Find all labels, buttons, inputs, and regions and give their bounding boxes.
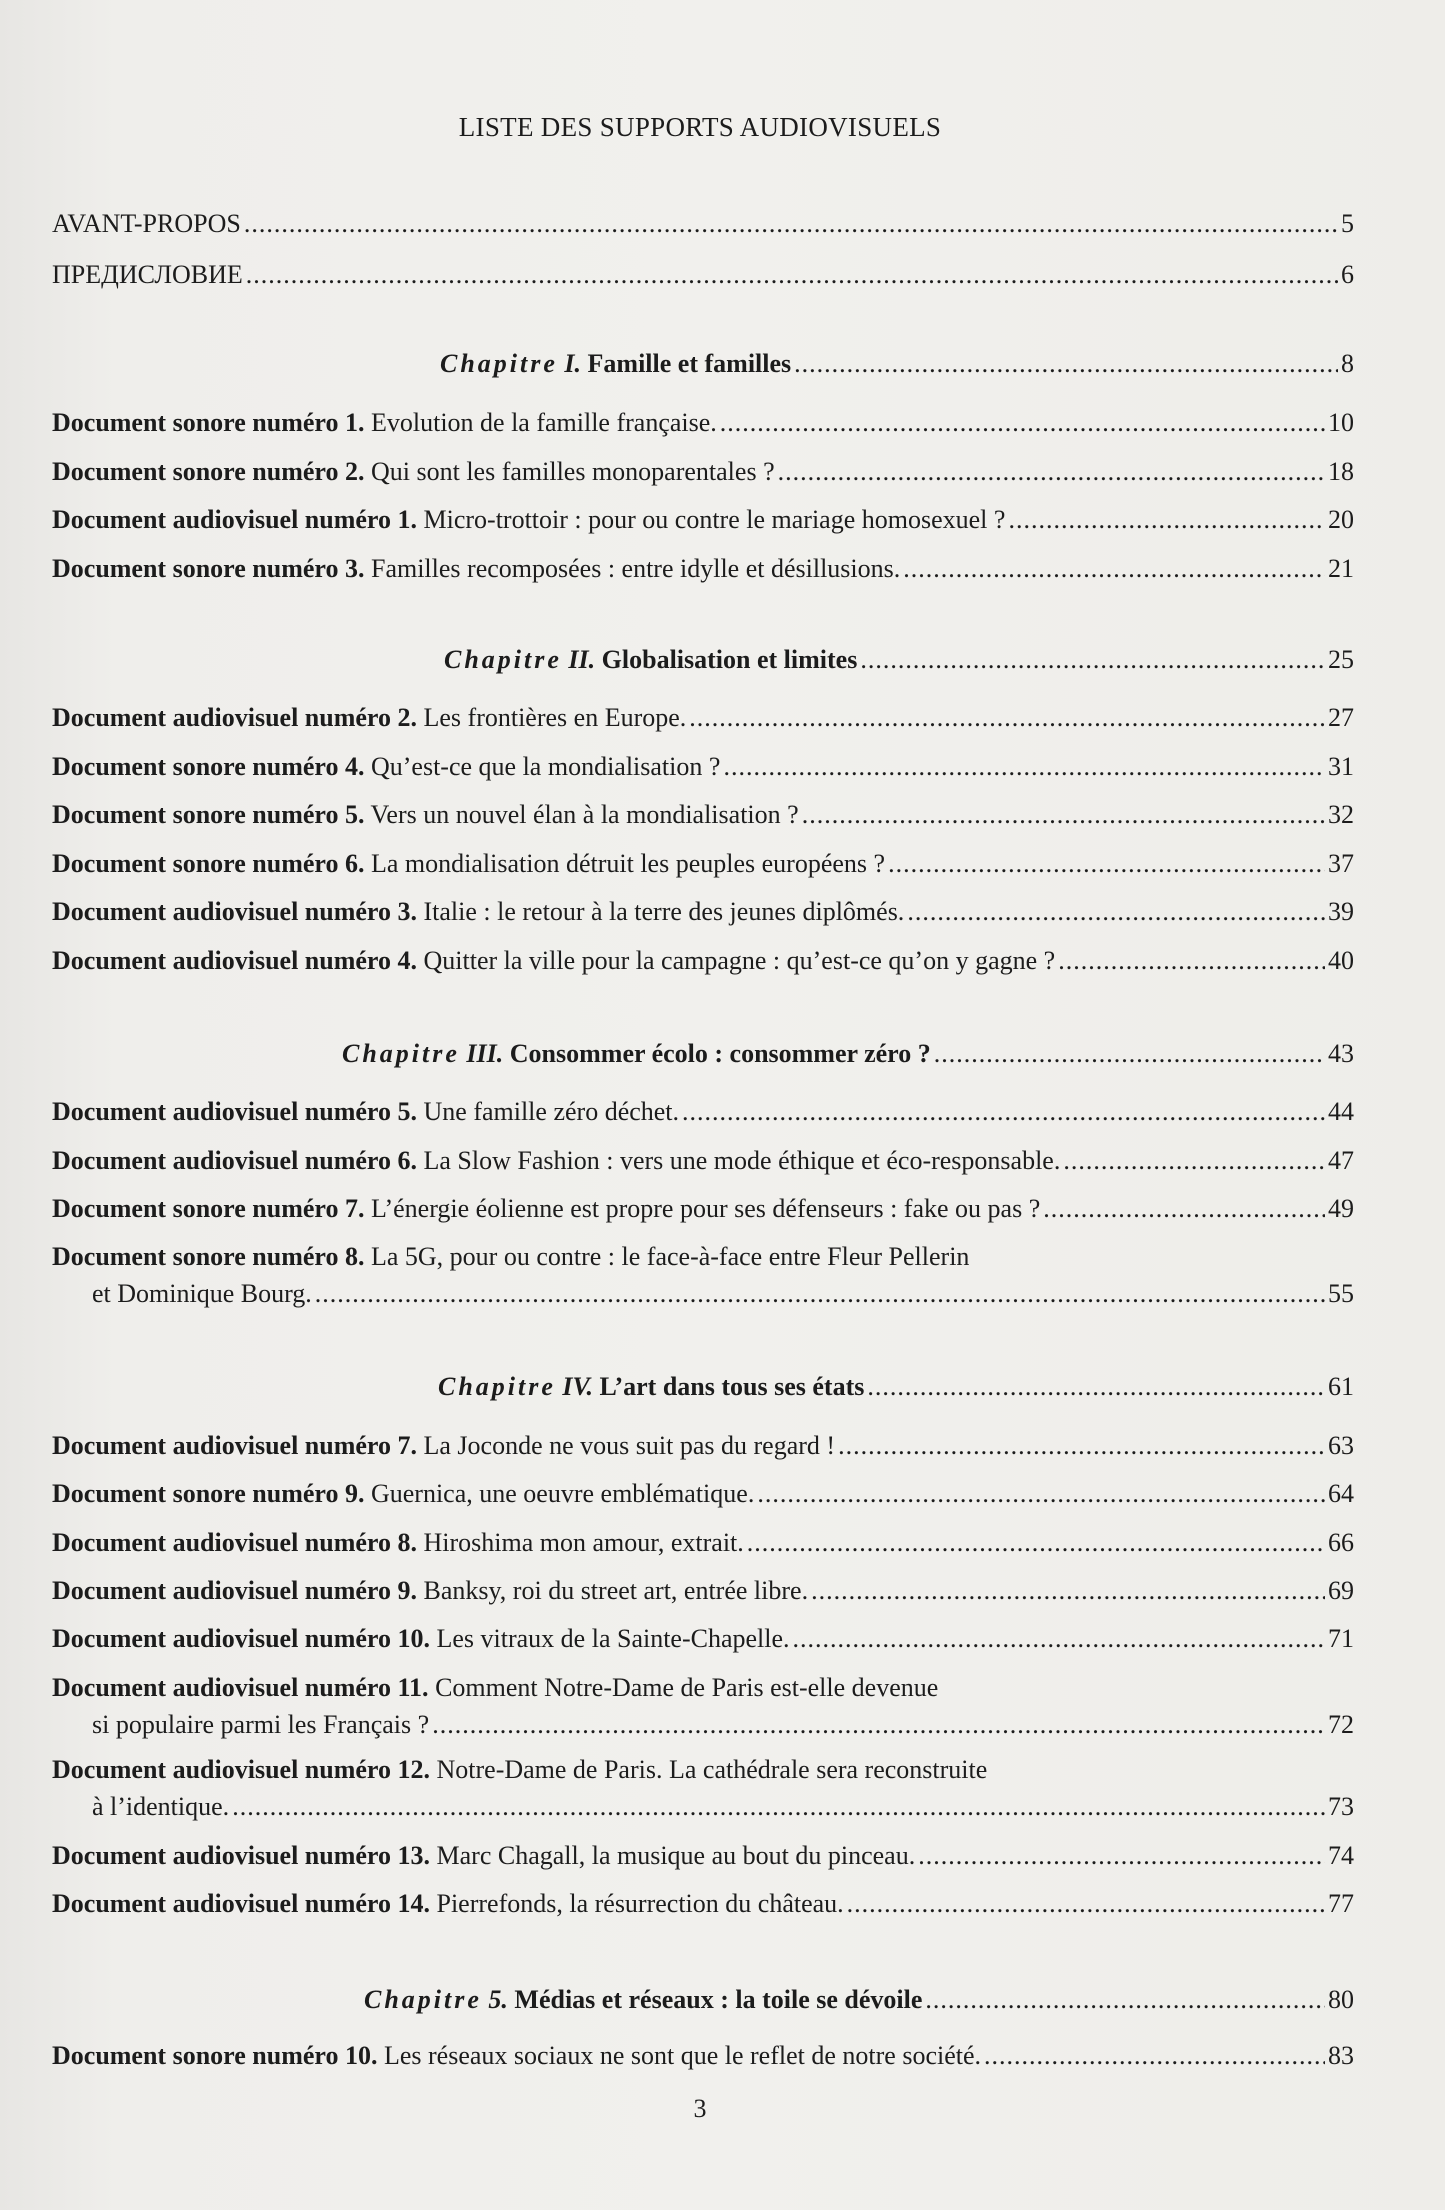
toc-page-number: 69 <box>1328 1576 1354 1605</box>
document-title-continuation: à l’identique. <box>92 1792 230 1821</box>
dot-leader <box>315 1277 1325 1311</box>
toc-page-number: 72 <box>1328 1710 1354 1739</box>
document-title: Notre-Dame de Paris. La cathédrale sera reconstruite <box>436 1755 988 1784</box>
document-label: Document audiovisuel numéro 3. <box>52 897 417 926</box>
toc-entry <box>52 1192 1354 1226</box>
document-label: Document audiovisuel numéro 11. <box>52 1673 429 1702</box>
document-label: Document sonore numéro 9. <box>52 1479 365 1508</box>
document-label: Document audiovisuel numéro 10. <box>52 1624 430 1653</box>
document-title: Evolution de la famille française. <box>370 408 717 437</box>
toc-entry <box>52 1477 1354 1511</box>
toc-entry <box>52 1429 1354 1463</box>
document-label: Document audiovisuel numéro 14. <box>52 1889 430 1918</box>
toc-page-number: 27 <box>1328 703 1354 732</box>
document-title: La Joconde ne vous suit pas du regard ! <box>423 1431 836 1460</box>
chapter-heading <box>52 1037 1354 1071</box>
toc-entry-first-line <box>52 1753 1354 1787</box>
chapter-number: IV. <box>562 1372 594 1401</box>
toc-entry-continuation <box>52 1277 1354 1311</box>
document-title: Italie : le retour à la terre des jeunes diplômés. <box>423 897 905 926</box>
document-title: L’énergie éolienne est propre pour ses défenseurs : fake ou pas ? <box>370 1194 1041 1223</box>
dot-leader <box>934 1037 1325 1071</box>
dot-leader <box>925 1983 1325 2017</box>
dot-leader <box>860 643 1325 677</box>
chapter-heading <box>52 347 1354 381</box>
chapter-word: Chapitre <box>342 1039 460 1068</box>
dot-leader <box>984 2039 1325 2073</box>
dot-leader <box>689 701 1325 735</box>
chapter-title: Consommer écolo : consommer zéro ? <box>509 1039 931 1068</box>
dot-leader <box>244 207 1338 241</box>
document-title: Les réseaux sociaux ne sont que le reflet de notre société. <box>383 2041 982 2070</box>
toc-entry <box>52 701 1354 735</box>
toc-page-number: 55 <box>1328 1279 1354 1308</box>
document-title-continuation: si populaire parmi les Français ? <box>92 1710 430 1739</box>
toc-entry <box>52 1622 1354 1656</box>
toc-entry <box>52 1574 1354 1608</box>
document-label: Document sonore numéro 8. <box>52 1242 365 1271</box>
chapter-word: Chapitre <box>440 349 558 378</box>
toc-page-number: 47 <box>1328 1146 1354 1175</box>
toc-page-number: 61 <box>1328 1372 1354 1401</box>
dot-leader <box>246 258 1338 292</box>
dot-leader <box>867 1370 1325 1404</box>
toc-entry <box>52 895 1354 929</box>
toc-page-number: 18 <box>1328 457 1354 486</box>
toc-page-number: 83 <box>1328 2041 1354 2070</box>
dot-leader <box>747 1526 1325 1560</box>
document-label: Document audiovisuel numéro 2. <box>52 703 417 732</box>
dot-leader <box>888 847 1325 881</box>
dot-leader <box>793 1622 1325 1656</box>
dot-leader <box>723 750 1325 784</box>
chapter-heading <box>52 1983 1354 2017</box>
toc-page-number: 49 <box>1328 1194 1354 1223</box>
toc-page-number: 74 <box>1328 1841 1354 1870</box>
document-label: Document audiovisuel numéro 13. <box>52 1841 430 1870</box>
page-title: LISTE DES SUPPORTS AUDIOVISUELS <box>458 112 942 142</box>
toc-page-number: 31 <box>1328 752 1354 781</box>
document-title: Les vitraux de la Sainte-Chapelle. <box>436 1624 790 1653</box>
toc-page-number: 40 <box>1328 946 1354 975</box>
toc-entry-text: AVANT-PROPOS <box>52 209 241 238</box>
document-label: Document sonore numéro 5. <box>52 800 365 829</box>
document-title: La Slow Fashion : vers une mode éthique et éco-responsable. <box>423 1146 1061 1175</box>
toc-entry-first-line <box>52 1671 1354 1705</box>
toc-entry-continuation <box>52 1708 1354 1742</box>
toc-page-number: 63 <box>1328 1431 1354 1460</box>
document-title: Hiroshima mon amour, extrait. <box>423 1528 744 1557</box>
document-title: Banksy, roi du street art, entrée libre. <box>423 1576 809 1605</box>
toc-page-number: 73 <box>1328 1792 1354 1821</box>
document-label: Document sonore numéro 3. <box>52 554 365 583</box>
dot-leader <box>903 552 1325 586</box>
document-title: Micro-trottoir : pour ou contre le mariage homosexuel ? <box>423 505 1006 534</box>
document-label: Document audiovisuel numéro 6. <box>52 1146 417 1175</box>
document-label: Document audiovisuel numéro 7. <box>52 1431 417 1460</box>
toc-page-number: 10 <box>1328 408 1354 437</box>
document-title-continuation: et Dominique Bourg. <box>92 1279 312 1308</box>
dot-leader <box>232 1790 1325 1824</box>
document-label: Document sonore numéro 1. <box>52 408 365 437</box>
toc-page-number: 20 <box>1328 505 1354 534</box>
document-title: La mondialisation détruit les peuples européens ? <box>370 849 886 878</box>
document-title: Qu’est-ce que la mondialisation ? <box>370 752 721 781</box>
toc-entry <box>52 1095 1354 1129</box>
dot-leader <box>794 347 1338 381</box>
toc-page-number: 39 <box>1328 897 1354 926</box>
chapter-title: L’art dans tous ses états <box>599 1372 865 1401</box>
dot-leader <box>1058 944 1325 978</box>
document-title: Quitter la ville pour la campagne : qu’est-ce qu’on y gagne ? <box>423 946 1056 975</box>
chapter-word: Chapitre <box>364 1985 482 2014</box>
toc-entry <box>52 2039 1354 2073</box>
dot-leader <box>1008 503 1325 537</box>
toc-front-entry <box>52 258 1354 292</box>
document-title: Comment Notre-Dame de Paris est-elle devenue <box>435 1673 939 1702</box>
toc-entry <box>52 1839 1354 1873</box>
toc-entry-first-line <box>52 1240 1354 1274</box>
document-label: Document sonore numéro 6. <box>52 849 365 878</box>
toc-entry <box>52 750 1354 784</box>
toc-page-number: 44 <box>1328 1097 1354 1126</box>
toc-front-entry <box>52 207 1354 241</box>
document-label: Document audiovisuel numéro 9. <box>52 1576 417 1605</box>
document-label: Document audiovisuel numéro 5. <box>52 1097 417 1126</box>
dot-leader <box>757 1477 1325 1511</box>
chapter-word: Chapitre <box>438 1372 556 1401</box>
toc-entry <box>52 847 1354 881</box>
toc-page-number: 66 <box>1328 1528 1354 1557</box>
page-number: 3 <box>693 2094 707 2123</box>
toc-page-number: 8 <box>1341 349 1354 378</box>
document-label: Document audiovisuel numéro 4. <box>52 946 417 975</box>
dot-leader <box>811 1574 1325 1608</box>
toc-page-number: 64 <box>1328 1479 1354 1508</box>
document-label: Document sonore numéro 4. <box>52 752 365 781</box>
document-label: Document sonore numéro 2. <box>52 457 365 486</box>
toc-page-number: 77 <box>1328 1889 1354 1918</box>
chapter-number: III. <box>466 1039 504 1068</box>
dot-leader <box>1063 1144 1325 1178</box>
toc-entry <box>52 552 1354 586</box>
chapter-number: 5. <box>488 1985 508 2014</box>
chapter-title: Famille et familles <box>587 349 792 378</box>
toc-page-number: 71 <box>1328 1624 1354 1653</box>
toc-entry <box>52 944 1354 978</box>
toc-page-number: 6 <box>1341 260 1354 289</box>
toc-page-number: 5 <box>1341 209 1354 238</box>
document-label: Document audiovisuel numéro 12. <box>52 1755 430 1784</box>
toc-page-number: 80 <box>1328 1985 1354 2014</box>
dot-leader <box>778 455 1325 489</box>
toc-page-number: 32 <box>1328 800 1354 829</box>
chapter-title: Globalisation et limites <box>601 645 858 674</box>
toc-page-number: 43 <box>1328 1039 1354 1068</box>
dot-leader <box>682 1095 1325 1129</box>
toc-entry-continuation <box>52 1790 1354 1824</box>
document-label: Document sonore numéro 7. <box>52 1194 365 1223</box>
toc-entry <box>52 1144 1354 1178</box>
chapter-heading <box>52 1370 1354 1404</box>
document-title: Pierrefonds, la résurrection du château. <box>436 1889 844 1918</box>
toc-entry <box>52 1526 1354 1560</box>
document-label: Document sonore numéro 10. <box>52 2041 378 2070</box>
toc-entry <box>52 455 1354 489</box>
dot-leader <box>847 1887 1325 1921</box>
document-title: Familles recomposées : entre idylle et désillusions. <box>370 554 901 583</box>
document-title: Les frontières en Europe. <box>423 703 687 732</box>
document-title: Vers un nouvel élan à la mondialisation ? <box>370 800 799 829</box>
document-label: Document audiovisuel numéro 8. <box>52 1528 417 1557</box>
dot-leader <box>802 798 1325 832</box>
toc-entry-text: ПРЕДИСЛОВИЕ <box>52 260 243 289</box>
dot-leader <box>907 895 1325 929</box>
document-label: Document audiovisuel numéro 1. <box>52 505 417 534</box>
chapter-title: Médias et réseaux : la toile se dévoile <box>514 1985 923 2014</box>
toc-entry <box>52 406 1354 440</box>
toc-page-number: 37 <box>1328 849 1354 878</box>
dot-leader <box>432 1708 1325 1742</box>
chapter-heading <box>52 643 1354 677</box>
dot-leader <box>838 1429 1325 1463</box>
dot-leader <box>918 1839 1325 1873</box>
chapter-word: Chapitre <box>444 645 562 674</box>
toc-entry <box>52 1887 1354 1921</box>
toc-entry <box>52 503 1354 537</box>
document-title: Une famille zéro déchet. <box>423 1097 680 1126</box>
document-title: La 5G, pour ou contre : le face-à-face entre Fleur Pellerin <box>370 1242 970 1271</box>
dot-leader <box>720 406 1325 440</box>
document-title: Marc Chagall, la musique au bout du pinceau. <box>436 1841 916 1870</box>
chapter-number: I. <box>564 349 582 378</box>
toc-page-number: 25 <box>1328 645 1354 674</box>
document-title: Qui sont les familles monoparentales ? <box>370 457 775 486</box>
toc-entry <box>52 798 1354 832</box>
toc-page-number: 21 <box>1328 554 1354 583</box>
dot-leader <box>1043 1192 1325 1226</box>
chapter-number: II. <box>568 645 596 674</box>
document-title: Guernica, une oeuvre emblématique. <box>370 1479 755 1508</box>
